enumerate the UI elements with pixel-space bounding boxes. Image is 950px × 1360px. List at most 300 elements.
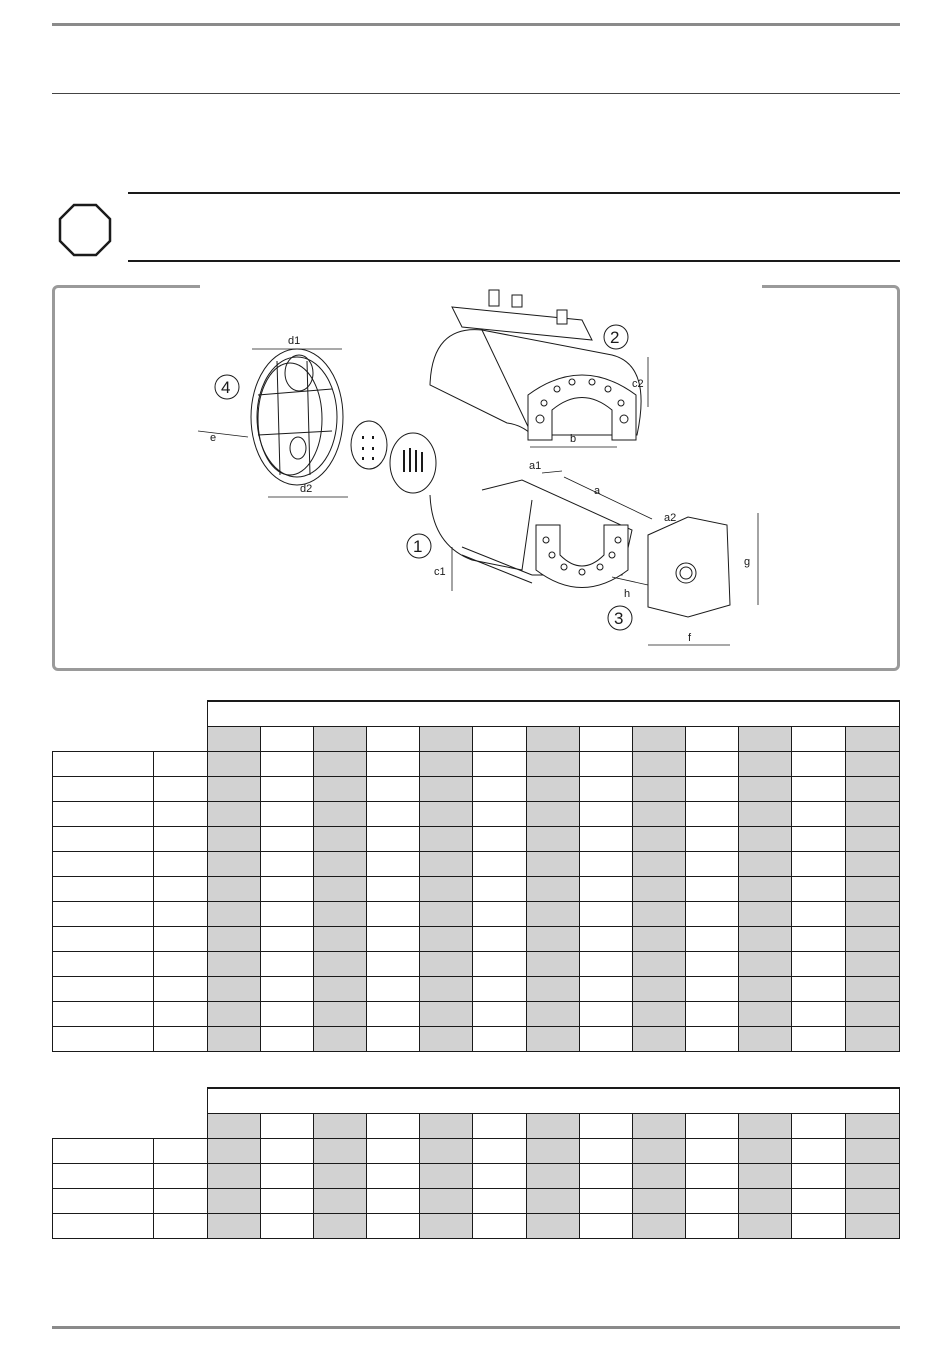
- table-cell: [526, 827, 579, 852]
- table-cell: [739, 927, 792, 952]
- table-column-header: [420, 1114, 473, 1139]
- table-cell: [792, 1027, 845, 1052]
- table-cell: [313, 1164, 366, 1189]
- dim-label-a1: a1: [529, 460, 542, 472]
- table-cell: [207, 1214, 260, 1239]
- table-cell: [526, 1214, 579, 1239]
- table-column-header: [845, 727, 899, 752]
- table-cell: [367, 852, 420, 877]
- table-cell: [473, 802, 526, 827]
- table-cell: [526, 777, 579, 802]
- table-cell: [845, 927, 899, 952]
- table-column-header: [632, 1114, 685, 1139]
- table-row: [53, 777, 900, 802]
- table-cell: [367, 977, 420, 1002]
- table-cell: [526, 1139, 579, 1164]
- table-cell: [526, 877, 579, 902]
- table-column-header: [792, 1114, 845, 1139]
- table-row: [53, 1027, 900, 1052]
- table-cell: [473, 902, 526, 927]
- callout-3: 3: [614, 609, 624, 628]
- table-cell: [367, 802, 420, 827]
- table-cell: [792, 927, 845, 952]
- row-label-cell: [53, 977, 154, 1002]
- table-cell: [420, 877, 473, 902]
- table-cell: [260, 927, 313, 952]
- table-cell: [632, 927, 685, 952]
- table-cell: [845, 852, 899, 877]
- table-cell: [739, 1164, 792, 1189]
- table-cell: [845, 952, 899, 977]
- table-cell: [526, 977, 579, 1002]
- table-cell: [473, 1189, 526, 1214]
- table-row: [53, 1139, 900, 1164]
- table-cell: [207, 902, 260, 927]
- table-cell: [579, 827, 632, 852]
- dim-label-h: h: [624, 588, 631, 600]
- table-cell: [579, 802, 632, 827]
- table-cell: [420, 1214, 473, 1239]
- table-row: [53, 827, 900, 852]
- table-cell: [845, 827, 899, 852]
- table-row: [53, 877, 900, 902]
- table-cell: [845, 1002, 899, 1027]
- table-cell: [367, 827, 420, 852]
- table-cell: [260, 877, 313, 902]
- table-cell: [579, 1027, 632, 1052]
- table-cell: [207, 1002, 260, 1027]
- table-cell: [313, 877, 366, 902]
- table-cell: [739, 877, 792, 902]
- table-cell: [260, 1027, 313, 1052]
- table-cell: [313, 1027, 366, 1052]
- table-cell: [207, 752, 260, 777]
- table-cell: [473, 777, 526, 802]
- table-cell: [313, 927, 366, 952]
- table-cell: [632, 977, 685, 1002]
- table-cell: [260, 1164, 313, 1189]
- table-cell: [313, 952, 366, 977]
- row-label-cell: [53, 952, 154, 977]
- row-label-cell: [53, 877, 154, 902]
- warning-top-rule: [128, 192, 900, 194]
- table-cell: [260, 802, 313, 827]
- table-cell: [792, 752, 845, 777]
- table-cell: [686, 827, 739, 852]
- row-label-cell: [53, 1189, 154, 1214]
- table-cell: [420, 827, 473, 852]
- table-cell: [420, 927, 473, 952]
- table-row: [53, 752, 900, 777]
- table-cell: [845, 1164, 899, 1189]
- dim-label-c2: c2: [632, 378, 644, 390]
- table-cell: [526, 902, 579, 927]
- table-cell: [313, 1189, 366, 1214]
- table-cell: [313, 752, 366, 777]
- table-cell: [792, 977, 845, 1002]
- table-cell: [845, 1139, 899, 1164]
- table-column-header: [420, 727, 473, 752]
- table-row: [53, 1214, 900, 1239]
- table-column-header: [473, 727, 526, 752]
- callout-4: 4: [221, 378, 231, 397]
- row-unit-cell: [154, 902, 207, 927]
- table-cell: [686, 1002, 739, 1027]
- table-row: [53, 902, 900, 927]
- table-cell: [367, 1002, 420, 1027]
- table-column-header: [260, 727, 313, 752]
- table-column-header: [313, 727, 366, 752]
- table-cell: [207, 777, 260, 802]
- footer-rule: [52, 1326, 900, 1329]
- table-subheader-row: [53, 1114, 900, 1139]
- table-column-header: [686, 1114, 739, 1139]
- table-cell: [792, 827, 845, 852]
- table-cell: [579, 902, 632, 927]
- table-cell: [526, 952, 579, 977]
- row-unit-cell: [154, 852, 207, 877]
- table-column-header: [686, 727, 739, 752]
- table-cell: [207, 1164, 260, 1189]
- table-column-header: [792, 727, 845, 752]
- table-cell: [845, 1027, 899, 1052]
- row-unit-cell: [154, 777, 207, 802]
- table-cell: [473, 827, 526, 852]
- row-unit-cell: [154, 1214, 207, 1239]
- row-unit-cell: [154, 802, 207, 827]
- row-label-cell: [53, 852, 154, 877]
- table-cell: [473, 977, 526, 1002]
- table-cell: [845, 802, 899, 827]
- row-label-cell: [53, 1139, 154, 1164]
- table-cell: [420, 752, 473, 777]
- table-cell: [686, 852, 739, 877]
- table-cell: [367, 1214, 420, 1239]
- table-cell: [739, 1027, 792, 1052]
- table-cell: [260, 1139, 313, 1164]
- table-cell: [686, 927, 739, 952]
- table-cell: [420, 802, 473, 827]
- row-label-cell: [53, 827, 154, 852]
- table-cell: [420, 1164, 473, 1189]
- row-unit-cell: [154, 752, 207, 777]
- table-cell: [792, 1214, 845, 1239]
- table-cell: [207, 877, 260, 902]
- table-cell: [260, 752, 313, 777]
- row-unit-cell: [154, 827, 207, 852]
- table-cell: [313, 1214, 366, 1239]
- table-cell: [632, 1214, 685, 1239]
- table-cell: [632, 802, 685, 827]
- table-cell: [207, 952, 260, 977]
- table-cell: [367, 902, 420, 927]
- warning-bottom-rule: [128, 260, 900, 262]
- table-cell: [260, 1189, 313, 1214]
- table-cell: [207, 827, 260, 852]
- table-cell: [473, 852, 526, 877]
- table-cell: [792, 852, 845, 877]
- table-cell: [632, 877, 685, 902]
- table-cell: [845, 977, 899, 1002]
- table-column-header: [207, 727, 260, 752]
- table-cell: [845, 1189, 899, 1214]
- table-cell: [579, 752, 632, 777]
- table-cell: [579, 1164, 632, 1189]
- table-column-header: [739, 1114, 792, 1139]
- table-column-header: [845, 1114, 899, 1139]
- table-cell: [473, 1214, 526, 1239]
- table-row: [53, 1164, 900, 1189]
- dim-label-b: b: [570, 433, 577, 445]
- table-cell: [686, 977, 739, 1002]
- table-cell: [845, 902, 899, 927]
- table-row: [53, 1002, 900, 1027]
- top-rule: [52, 23, 900, 26]
- table-column-header: [260, 1114, 313, 1139]
- row-unit-cell: [154, 927, 207, 952]
- row-label-cell: [53, 1214, 154, 1239]
- table-cell: [845, 877, 899, 902]
- table-column-header: [526, 1114, 579, 1139]
- table-cell: [579, 777, 632, 802]
- table-cell: [260, 1214, 313, 1239]
- table-cell: [207, 1189, 260, 1214]
- table-cell: [792, 1002, 845, 1027]
- table-column-header: [313, 1114, 366, 1139]
- table-cell: [313, 777, 366, 802]
- boiler-exploded-diagram: [52, 285, 900, 671]
- table-cell: [739, 852, 792, 877]
- table-cell: [526, 802, 579, 827]
- table-cell: [207, 927, 260, 952]
- table-cell: [579, 1214, 632, 1239]
- table-cell: [473, 927, 526, 952]
- header-rule: [52, 93, 900, 94]
- table-cell: [526, 1189, 579, 1214]
- table-cell: [207, 977, 260, 1002]
- table-cell: [526, 752, 579, 777]
- table-column-header: [367, 727, 420, 752]
- table-row: [53, 852, 900, 877]
- table-cell: [207, 852, 260, 877]
- table-cell: [739, 802, 792, 827]
- table-cell: [207, 1027, 260, 1052]
- table-cell: [792, 777, 845, 802]
- table-cell: [313, 977, 366, 1002]
- row-label-cell: [53, 1002, 154, 1027]
- table-cell: [632, 1164, 685, 1189]
- table-cell: [792, 952, 845, 977]
- table-cell: [313, 1139, 366, 1164]
- table-cell: [473, 1002, 526, 1027]
- lower-shell-part-1: [430, 480, 632, 588]
- table-cell: [526, 852, 579, 877]
- table-cell: [579, 1139, 632, 1164]
- table-cell: [420, 777, 473, 802]
- table-row: [53, 802, 900, 827]
- row-unit-cell: [154, 1189, 207, 1214]
- table-cell: [207, 802, 260, 827]
- table-cell: [260, 852, 313, 877]
- dim-label-d2: d2: [300, 483, 313, 495]
- table-cell: [686, 1139, 739, 1164]
- table-cell: [739, 752, 792, 777]
- table-cell: [632, 827, 685, 852]
- table-cell: [420, 1189, 473, 1214]
- table-cell: [686, 1189, 739, 1214]
- table-cell: [473, 752, 526, 777]
- table-cell: [367, 777, 420, 802]
- row-unit-cell: [154, 1027, 207, 1052]
- table-cell: [792, 802, 845, 827]
- table-cell: [632, 902, 685, 927]
- table-cell: [739, 1189, 792, 1214]
- row-label-cell: [53, 777, 154, 802]
- table-row: [53, 1189, 900, 1214]
- table-row: [53, 952, 900, 977]
- table-cell: [632, 1002, 685, 1027]
- row-label-cell: [53, 802, 154, 827]
- table-cell: [473, 952, 526, 977]
- table-cell: [739, 827, 792, 852]
- table-cell: [367, 1027, 420, 1052]
- table-cell: [260, 952, 313, 977]
- row-label-cell: [53, 1164, 154, 1189]
- dim-label-a: a: [594, 485, 601, 497]
- table-cell: [420, 977, 473, 1002]
- row-label-cell: [53, 752, 154, 777]
- table-cell: [313, 902, 366, 927]
- table-cell: [739, 902, 792, 927]
- stop-icon: [58, 203, 112, 257]
- table-cell: [686, 777, 739, 802]
- door-part-4: [251, 349, 343, 485]
- table-cell: [473, 1027, 526, 1052]
- table-cell: [686, 952, 739, 977]
- table-subheader-row: [53, 727, 900, 752]
- table-column-header: [579, 1114, 632, 1139]
- table-cell: [845, 1214, 899, 1239]
- dim-label-e: e: [210, 432, 217, 444]
- table-cell: [579, 877, 632, 902]
- table-cell: [207, 1139, 260, 1164]
- table-header-row: [53, 1088, 900, 1114]
- table-cell: [367, 752, 420, 777]
- table-cell: [579, 1189, 632, 1214]
- table-cell: [313, 827, 366, 852]
- table-column-header: [632, 727, 685, 752]
- row-label-cell: [53, 902, 154, 927]
- table-row: [53, 927, 900, 952]
- callout-1: 1: [413, 537, 423, 556]
- table-cell: [579, 977, 632, 1002]
- row-unit-cell: [154, 1139, 207, 1164]
- table-cell: [260, 1002, 313, 1027]
- table-column-header: [579, 727, 632, 752]
- dim-label-f: f: [688, 632, 692, 644]
- table-cell: [792, 1189, 845, 1214]
- table-cell: [420, 1027, 473, 1052]
- table-cell: [739, 1002, 792, 1027]
- row-label-cell: [53, 927, 154, 952]
- table-cell: [260, 777, 313, 802]
- table-cell: [579, 1002, 632, 1027]
- dim-label-a2: a2: [664, 512, 677, 524]
- table-column-header: [739, 727, 792, 752]
- table-cell: [473, 877, 526, 902]
- table-group-header: [207, 701, 900, 727]
- dim-label-c1: c1: [434, 566, 446, 578]
- upper-shell-part-2: [430, 290, 641, 440]
- table-cell: [313, 1002, 366, 1027]
- table-cell: [526, 1002, 579, 1027]
- table-cell: [579, 952, 632, 977]
- table-cell: [473, 1164, 526, 1189]
- table-cell: [686, 902, 739, 927]
- table-cell: [579, 852, 632, 877]
- table-cell: [473, 1139, 526, 1164]
- table-cell: [367, 1139, 420, 1164]
- rear-plate-part-3: [648, 517, 730, 617]
- table-cell: [313, 852, 366, 877]
- table-cell: [367, 1164, 420, 1189]
- table-cell: [739, 977, 792, 1002]
- table-cell: [845, 752, 899, 777]
- table-cell: [367, 952, 420, 977]
- table-cell: [632, 777, 685, 802]
- dimensions-table-secondary: [52, 1087, 900, 1239]
- table-cell: [632, 1027, 685, 1052]
- table-cell: [686, 1164, 739, 1189]
- table-cell: [526, 1027, 579, 1052]
- table-column-header: [207, 1114, 260, 1139]
- table-cell: [739, 952, 792, 977]
- table-cell: [739, 1214, 792, 1239]
- table-cell: [526, 1164, 579, 1189]
- table-cell: [845, 777, 899, 802]
- table-cell: [686, 1214, 739, 1239]
- row-unit-cell: [154, 1002, 207, 1027]
- table-cell: [792, 1164, 845, 1189]
- table-cell: [579, 927, 632, 952]
- table-cell: [313, 802, 366, 827]
- dim-label-d1: d1: [288, 335, 301, 347]
- table-cell: [526, 927, 579, 952]
- table-group-header: [207, 1088, 900, 1114]
- table-cell: [632, 852, 685, 877]
- table-cell: [260, 827, 313, 852]
- table-cell: [367, 1189, 420, 1214]
- table-cell: [420, 902, 473, 927]
- row-label-cell: [53, 1027, 154, 1052]
- row-unit-cell: [154, 877, 207, 902]
- table-cell: [420, 852, 473, 877]
- table-cell: [420, 952, 473, 977]
- table-column-header: [473, 1114, 526, 1139]
- table-header-row: [53, 701, 900, 727]
- table-cell: [632, 752, 685, 777]
- table-cell: [367, 877, 420, 902]
- table-cell: [367, 927, 420, 952]
- table-cell: [420, 1139, 473, 1164]
- table-cell: [792, 1139, 845, 1164]
- table-column-header: [526, 727, 579, 752]
- table-cell: [686, 752, 739, 777]
- callout-2: 2: [610, 328, 620, 347]
- table-cell: [739, 1139, 792, 1164]
- dim-label-g: g: [744, 556, 751, 568]
- table-cell: [632, 1189, 685, 1214]
